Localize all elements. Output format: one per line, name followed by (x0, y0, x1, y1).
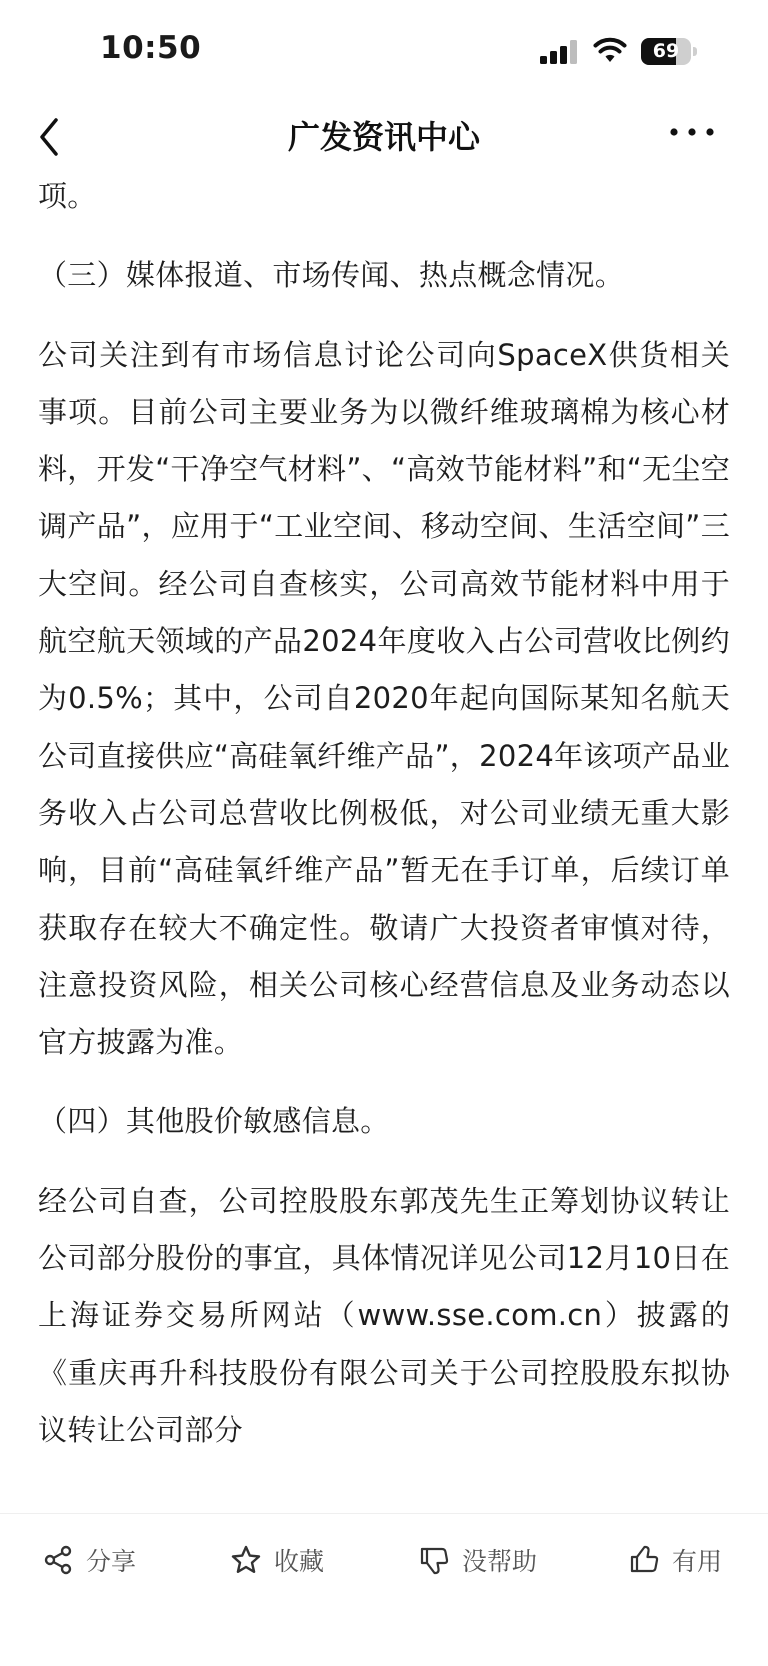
unhelpful-button[interactable] (418, 1536, 537, 1584)
article-paragraph: 经公司自查，公司控股股东郭茂先生正筹划协议转让公司部分股份的事宜，具体情况详见公司12月10日在上海证券交易所网站（www.sse.com.cn）披露的《重庆再升科技股份有限公司关于公司控股股东拟协议转让公司部分 (38, 1183, 730, 1447)
share-icon (42, 1544, 74, 1576)
favorite-button[interactable] (230, 1536, 324, 1584)
article-body (38, 168, 730, 1513)
favorite-label: 收藏 (274, 1547, 325, 1576)
section-heading: （三）媒体报道、市场传闻、热点概念情况。 (38, 258, 625, 293)
share-button[interactable] (42, 1536, 136, 1584)
thumbs-down-icon (418, 1544, 450, 1576)
battery-icon (641, 38, 697, 65)
battery-tip (693, 47, 697, 56)
battery-level: 69 (652, 40, 680, 62)
section-heading: （四）其他股价敏感信息。 (38, 1104, 390, 1139)
share-label: 分享 (86, 1547, 137, 1576)
nav-bar (0, 100, 768, 170)
helpful-label: 有用 (672, 1547, 723, 1576)
article-paragraph: 项。 (38, 179, 97, 213)
thumbs-up-icon (628, 1544, 660, 1576)
star-icon (230, 1544, 262, 1576)
more-button[interactable] (664, 112, 720, 152)
page-title: 广发资讯中心 (287, 118, 480, 156)
unhelpful-label: 没帮助 (462, 1547, 538, 1576)
battery-body (641, 38, 691, 65)
article-paragraph: 公司关注到有市场信息讨论公司向SpaceX供货相关事项。目前公司主要业务为以微纤维玻璃棉为核心材料，开发“干净空气材料”、“高效节能材料”和“无尘空调产品”，应用于“工业空间、移动空间、生活空间”三大空间。经公司自查核实，公司高效节能材料中用于航空航天领域的产品2024年度收入占公司营收比例约为0.5%；其中，公司自2020年起向国际某知名航天公司直接供应“高硅氧纤维产品”，2024年该项产品业务收入占公司总营收比例极低，对公司业绩无重大影响，目前“高硅氧纤维产品”暂无在手订单，后续订单获取存在较大不确定性。敬请广大投资者审慎对待，注意投资风险，相关公司核心经营信息及业务动态以官方披露为准。 (38, 337, 730, 1060)
helpful-button[interactable] (628, 1536, 722, 1584)
bottom-action-bar (0, 1513, 768, 1666)
status-time: 10:50 (100, 30, 202, 66)
wifi-icon (593, 36, 627, 64)
cellular-signal-icon (540, 40, 580, 64)
more-dots-icon (664, 112, 720, 152)
status-bar (0, 0, 768, 100)
